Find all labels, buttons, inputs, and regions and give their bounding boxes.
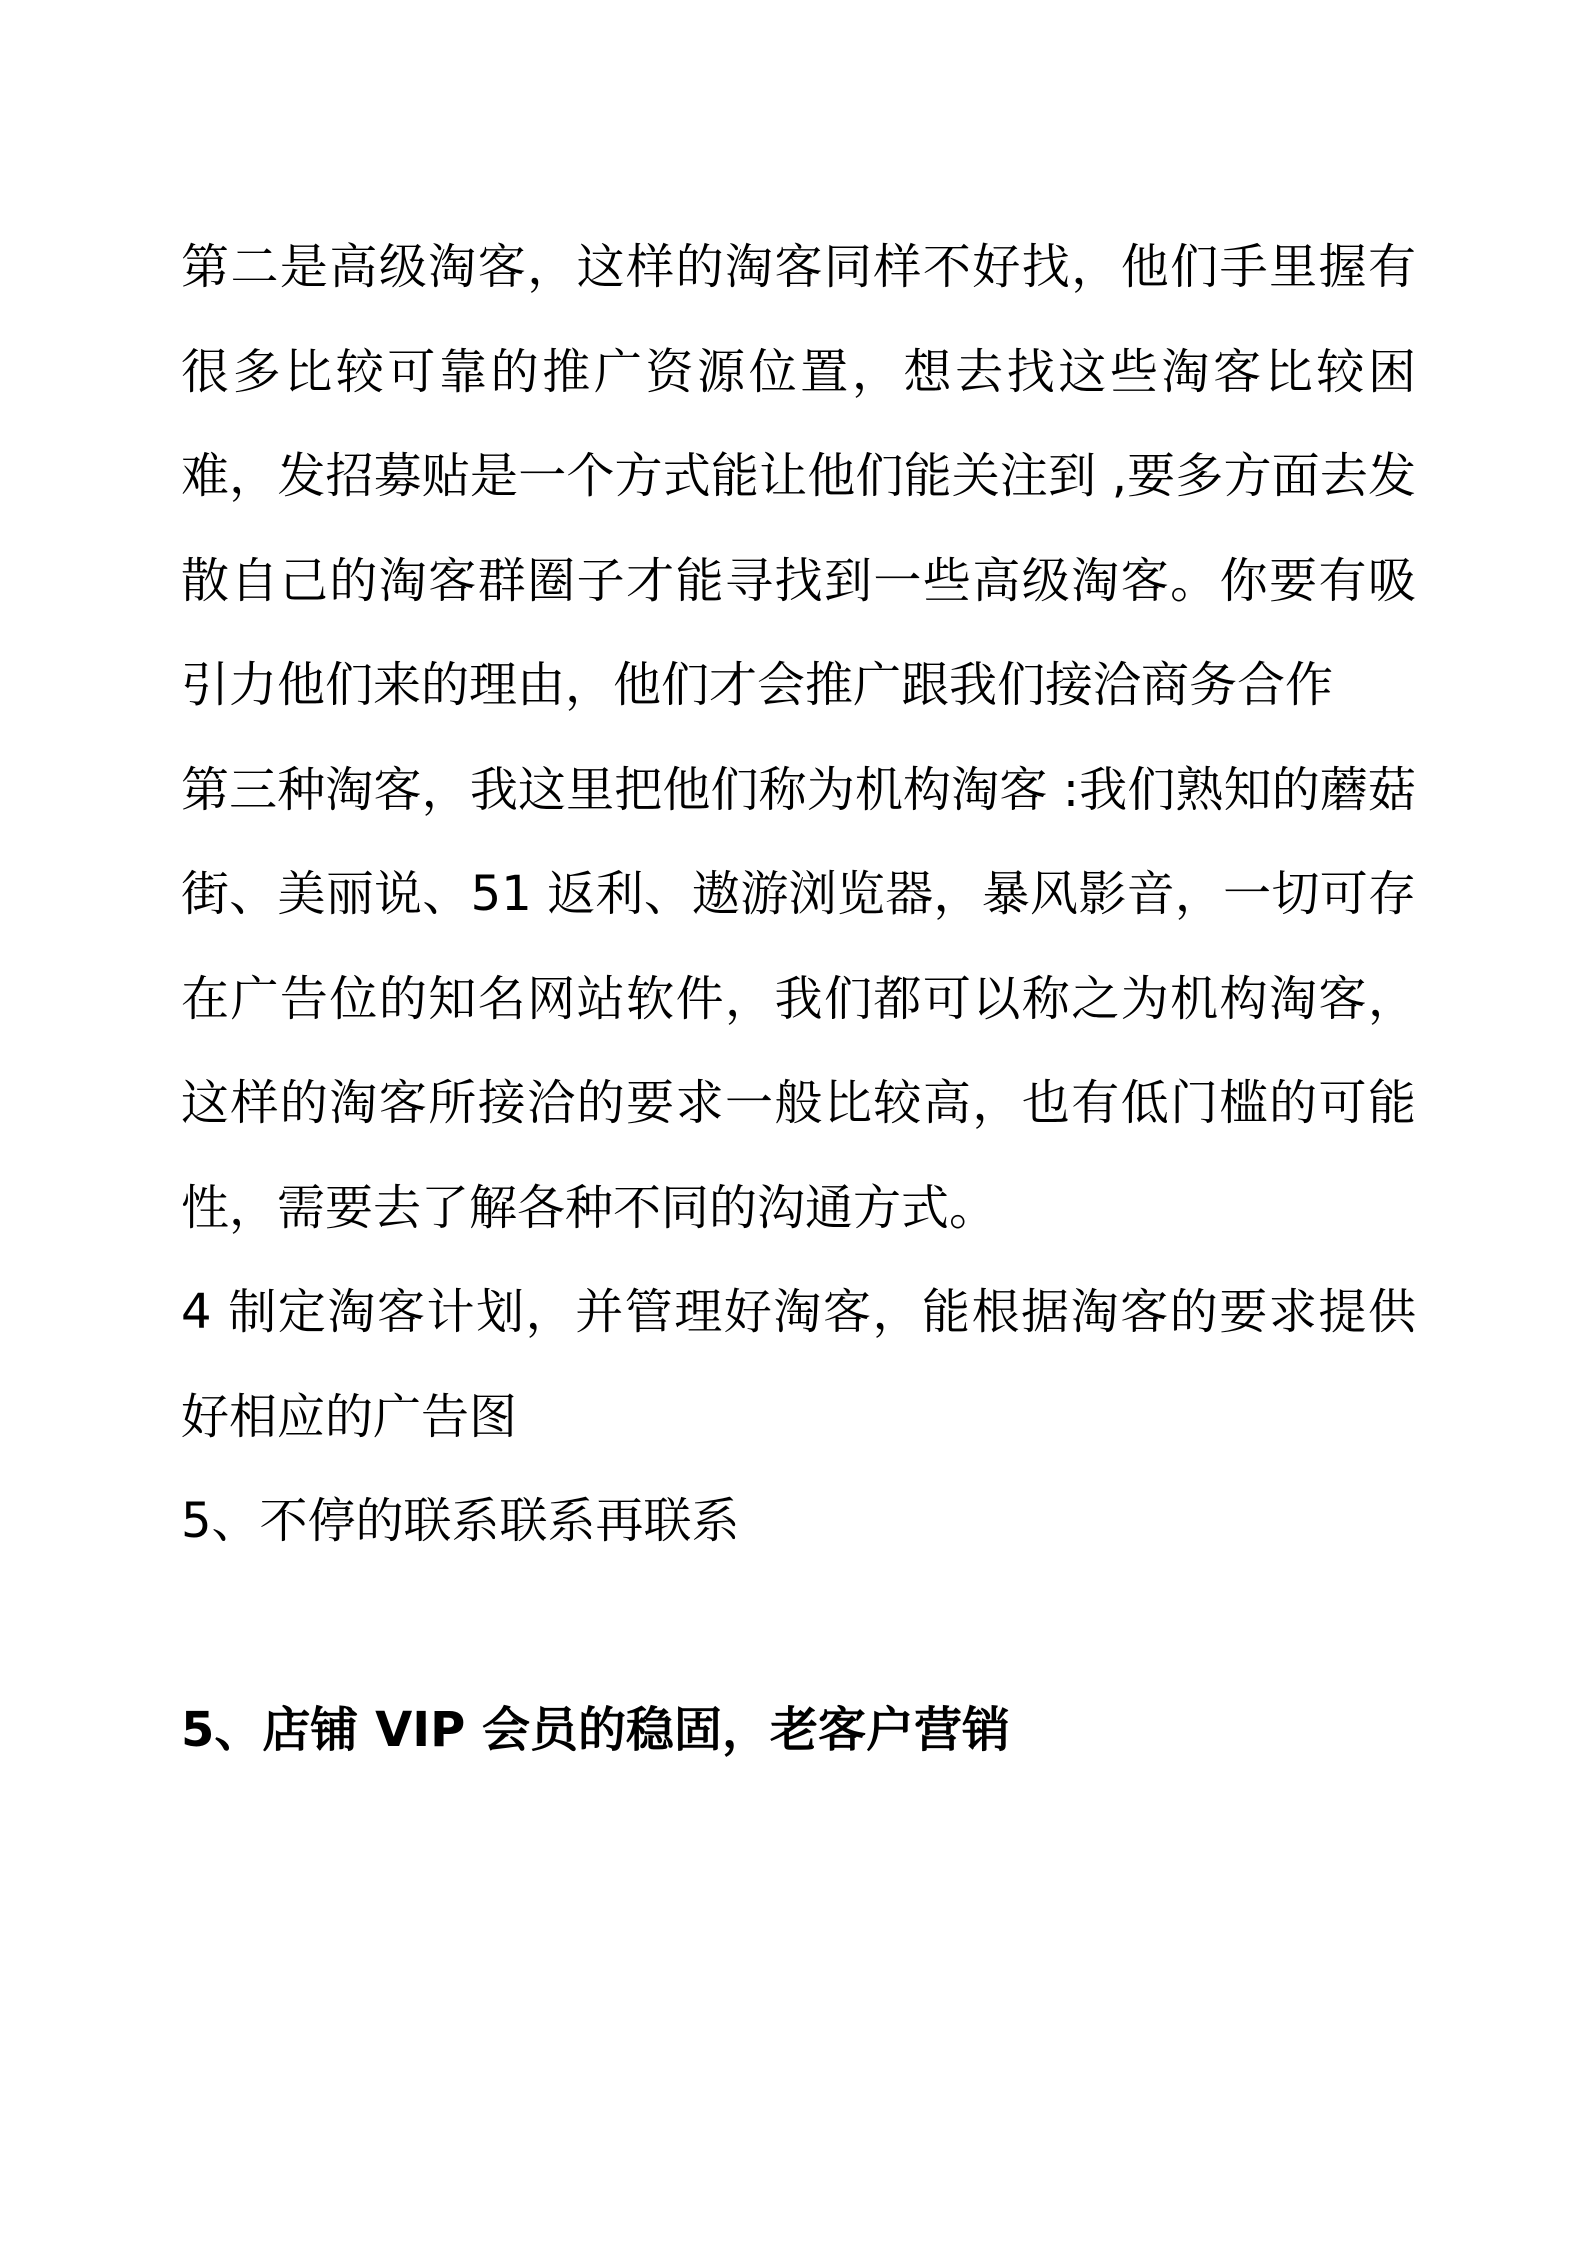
paragraph-keep-contact: 5、不停的联系联系再联系: [181, 1493, 740, 1549]
paragraph-institutional-taoke: 第三种淘客，我这里把他们称为机构淘客 :我们熟知的蘑菇街、美丽说、51 返利、遨游浏览器，暴风影音，一切可存在广告位的知名网站软件，我们都可以称之为机构淘客，这样的淘客所接洽的要求一般比较高，也有低门槛的可能性，需要去了解各种不同的沟通方式。: [181, 761, 1416, 1236]
paragraph-advanced-taoke: 第二是高级淘客，这样的淘客同样不好找，他们手里握有很多比较可靠的推广资源位置，想去找这些淘客比较困难，发招募贴是一个方式能让他们能关注到 ,要多方面去发散自己的淘客群圈子才能寻找到一些高级淘客。你要有吸引力他们来的理由，他们才会推广跟我们接洽商务合作: [181, 239, 1416, 713]
paragraph-taoke-plan: 4 制定淘客计划，并管理好淘客，能根据淘客的要求提供好相应的广告图: [181, 1284, 1416, 1445]
document-body: [181, 215, 1416, 1782]
section-heading-vip-members: 5、店铺 VIP 会员的稳固，老客户营销: [181, 1701, 1011, 1758]
